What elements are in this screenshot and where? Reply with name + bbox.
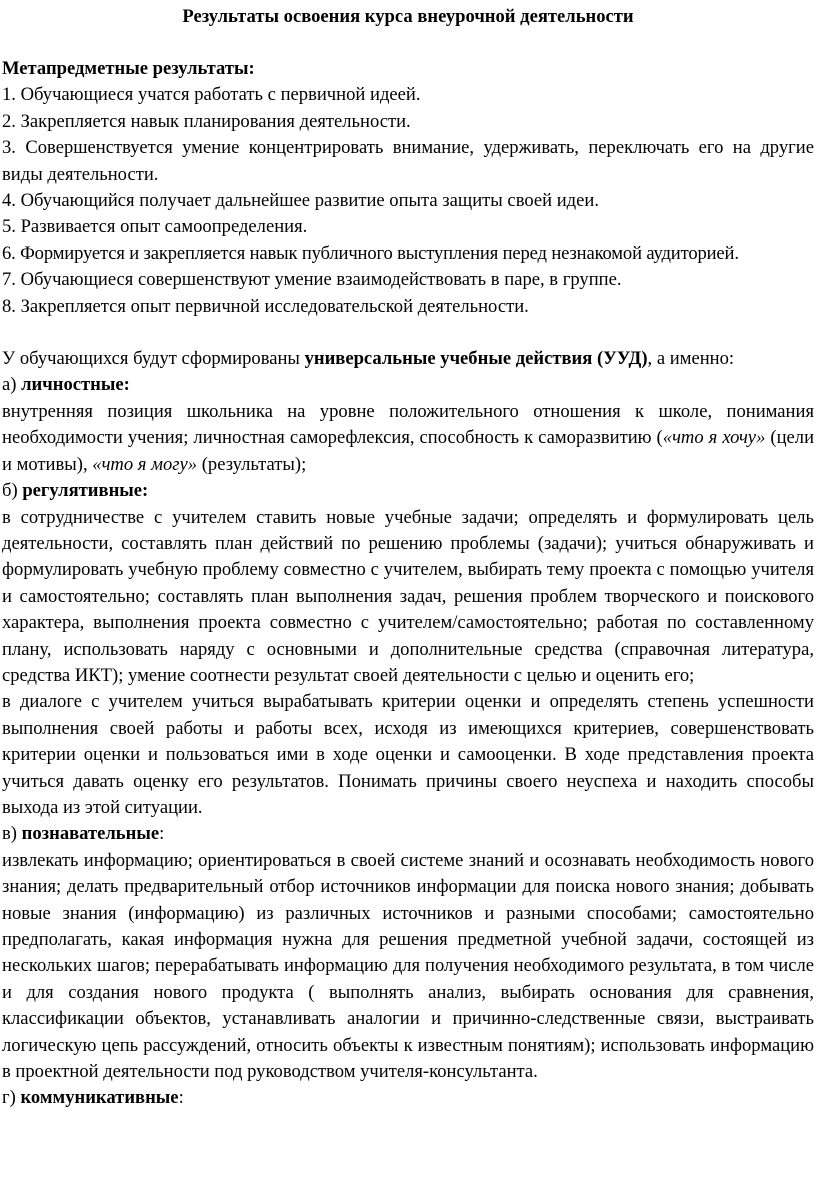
section-c-heading: [2, 821, 814, 847]
section-a-text: (цели и мотивы),: [2, 427, 815, 475]
section-d-heading: [2, 1085, 814, 1111]
section-c-prefix: в): [2, 823, 22, 845]
meta-item-7: 7. Обучающиеся совершенствуют умение взаимодействовать в паре, в группе.: [2, 269, 622, 291]
section-c-paragraph: извлекать информацию; ориентироваться в своей системе знаний и осознавать необходимость нового знания; делать предварительный отбор источников информации для поиска нового знания; добывать новые знания (информацию) из различных источников и разными способами; самостоятельно предполагать, какая информация нужна для решения предметной учебной задачи, состоящей из нескольких шагов; перерабатывать информацию для получения необходимого результата, в том числе и для создания нового продукта ( выполнять анализ, выбирать основания для сравнения, классификации объектов, устанавливать аналогии и причинно-следственные связи, выстраивать логическую цепь рассуждений, относить объекты к известным понятиям); использовать информацию в проектной деятельности под руководством учителя-консультанта.: [2, 849, 814, 1083]
uud-term: универсальные учебные действия (УУД): [304, 348, 648, 370]
meta-item-6: 6. Формируется и закрепляется навык публичного выступления перед незнакомой аудиторией.: [2, 242, 739, 264]
section-c-label: познавательные: [21, 823, 160, 845]
spacer: [2, 320, 814, 346]
document-title: Результаты освоения курса внеурочной деятельности: [182, 6, 634, 27]
meta-item-5: 5. Развивается опыт самоопределения.: [2, 216, 308, 238]
meta-item-4: 4. Обучающийся получает дальнейшее развитие опыта защиты своей идеи.: [2, 190, 599, 212]
section-b-paragraph-1: в сотрудничестве с учителем ставить новые учебные задачи; определять и формулировать цель деятельности, составлять план действий по решению проблемы (задачи); учиться обнаруживать и формулировать учебную проблему совместно с учителем, выбирать тему проекта с помощью учителя и самостоятельно; составлять план выполнения задач, решения проблем творческого и поискового характера, выполнения проекта совместно с учителем/самостоятельно; работая по составленному плану, использовать наряду с основными и дополнительные средства (справочная литература, средства ИКТ); умение соотнести результат своей деятельности с целью и оценить его;: [2, 506, 814, 686]
section-a-italic-quote: «что я могу»: [92, 453, 198, 475]
section-d-label: коммуникативные: [20, 1087, 179, 1109]
uud-intro: [2, 346, 814, 372]
section-b-paragraph-2: в диалоге с учителем учиться вырабатывать критерии оценки и определять степень успешности выполнения своей работы и работы всех, исходя из имеющихся критериев, совершенствовать критерии оценки и пользоваться ими в ходе оценки и самооценки. В ходе представления проекта учиться давать оценку его результатов. Понимать причины своего неуспеха и находить способы выхода из этой ситуации.: [2, 691, 814, 818]
section-a-text: внутренняя позиция школьника на уровне положительного отношения к школе, понимания необходимости учения; личностная саморефлексия, способность к саморазвитию (: [2, 400, 814, 449]
section-a-heading: [2, 372, 814, 398]
meta-item-3: 3. Совершенствуется умение концентрировать внимание, удерживать, переключать его на другие виды деятельности.: [2, 137, 814, 185]
section-d-suffix: :: [178, 1087, 184, 1109]
meta-item-1: 1. Обучающиеся учатся работать с первичной идеей.: [2, 84, 421, 106]
section-a-text: (результаты);: [197, 453, 307, 475]
section-d-prefix: г): [2, 1087, 21, 1109]
section-a-prefix: а): [2, 374, 22, 396]
section-a-label: личностные:: [21, 374, 130, 396]
uud-intro-text: У обучающихся будут сформированы: [2, 348, 305, 370]
spacer: [2, 30, 814, 56]
section-a-paragraph: [2, 399, 814, 478]
section-a-italic-quote: «что я хочу»: [662, 427, 766, 449]
section-c-suffix: :: [159, 823, 165, 845]
uud-intro-tail: , а именно:: [647, 348, 735, 370]
meta-item-8: 8. Закрепляется опыт первичной исследовательской деятельности.: [2, 295, 529, 317]
meta-heading: Метапредметные результаты:: [2, 58, 255, 79]
section-b-prefix: б): [2, 480, 23, 502]
meta-item-2: 2. Закрепляется навык планирования деятельности.: [2, 110, 411, 132]
section-b-heading: [2, 478, 814, 504]
section-b-label: регулятивные:: [22, 480, 149, 502]
